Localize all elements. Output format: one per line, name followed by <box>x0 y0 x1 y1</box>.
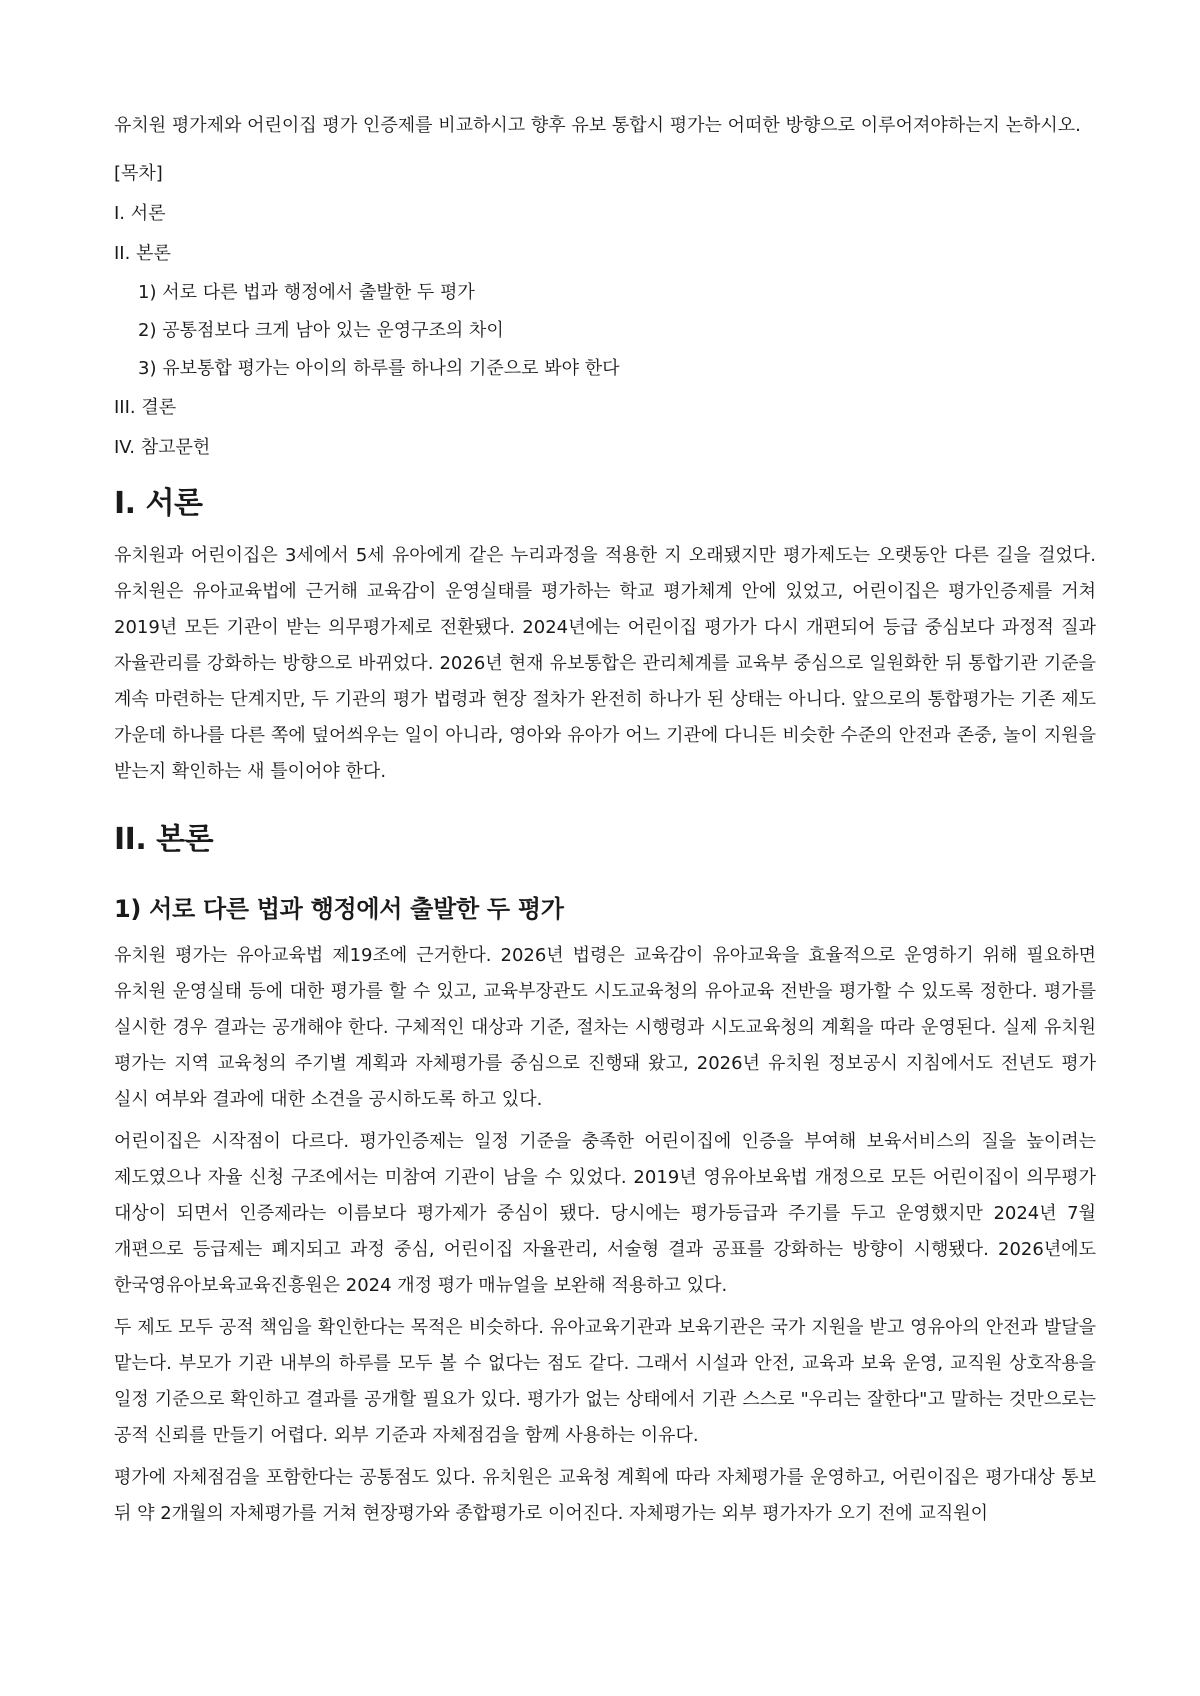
toc-item: I. 서론 <box>114 203 166 224</box>
toc-item: IV. 참고문헌 <box>114 437 211 458</box>
toc-subitem: 2) 공통점보다 크게 남아 있는 운영구조의 차이 <box>138 320 504 341</box>
essay-question: 유치원 평가제와 어린이집 평가 인증제를 비교하시고 향후 유보 통합시 평가는 어떠한 방향으로 이루어져야하는지 논하시오. <box>114 115 1081 136</box>
section-title-intro: I. 서론 <box>114 486 203 521</box>
subsection-title-1: 1) 서로 다른 법과 행정에서 출발한 두 평가 <box>114 895 564 923</box>
toc-heading: [목차] <box>114 163 163 184</box>
toc-subitem: 1) 서로 다른 법과 행정에서 출발한 두 평가 <box>138 282 475 303</box>
toc-subitem: 3) 유보통합 평가는 아이의 하루를 하나의 기준으로 봐야 한다 <box>138 358 620 379</box>
toc-item: II. 본론 <box>114 243 171 264</box>
toc-item: III. 결론 <box>114 397 177 418</box>
body-paragraph: 평가에 자체점검을 포함한다는 공통점도 있다. 유치원은 교육청 계획에 따라 자체평가를 운영하고, 어린이집은 평가대상 통보 뒤 약 2개월의 자체평가를 거쳐 현장평가와 종합평가로 이어진다. 자체평가는 외부 평가자가 오기 전에 교직원이 <box>114 1467 1096 1524</box>
table-of-contents <box>114 154 1096 468</box>
body-paragraph: 어린이집은 시작점이 다르다. 평가인증제는 일정 기준을 충족한 어린이집에 인증을 부여해 보육서비스의 질을 높이려는 제도였으나 자율 신청 구조에서는 미참여 기관이 남을 수 있었다. 2019년 영유아보육법 개정으로 모든 어린이집이 의무평가 대상이 되면서 인증제라는 이름보다 평가제가 중심이 됐다. 당시에는 평가등급과 주기를 두고 운영했지만 2024년 7월 개편으로 등급제는 폐지되고 과정 중심, 어린이집 자율관리, 서술형 결과 공표를 강화하는 방향이 시행됐다. 2026년에도 한국영유아보육교육진흥원은 2024 개정 평가 매뉴얼을 보완해 적용하고 있다. <box>114 1131 1096 1296</box>
section-title-body: II. 본론 <box>114 822 214 857</box>
intro-paragraph: 유치원과 어린이집은 3세에서 5세 유아에게 같은 누리과정을 적용한 지 오래됐지만 평가제도는 오랫동안 다른 길을 걸었다. 유치원은 유아교육법에 근거해 교육감이 운영실태를 평가하는 학교 평가체계 안에 있었고, 어린이집은 평가인증제를 거쳐 2019년 모든 기관이 받는 의무평가제로 전환됐다. 2024년에는 어린이집 평가가 다시 개편되어 등급 중심보다 과정적 질과 자율관리를 강화하는 방향으로 바뀌었다. 2026년 현재 유보통합은 관리체계를 교육부 중심으로 일원화한 뒤 통합기관 기준을 계속 마련하는 단계지만, 두 기관의 평가 법령과 현장 절차가 완전히 하나가 된 상태는 아니다. 앞으로의 통합평가는 기존 제도 가운데 하나를 다른 쪽에 덮어씌우는 일이 아니라, 영아와 유아가 어느 기관에 다니든 비슷한 수준의 안전과 존중, 놀이 지원을 받는지 확인하는 새 틀이어야 한다. <box>114 545 1096 782</box>
body-paragraph: 두 제도 모두 공적 책임을 확인한다는 목적은 비슷하다. 유아교육기관과 보육기관은 국가 지원을 받고 영유아의 안전과 발달을 맡는다. 부모가 기관 내부의 하루를 모두 볼 수 없다는 점도 같다. 그래서 시설과 안전, 교육과 보육 운영, 교직원 상호작용을 일정 기준으로 확인하고 결과를 공개할 필요가 있다. 평가가 없는 상태에서 기관 스스로 "우리는 잘한다"고 말하는 것만으로는 공적 신뢰를 만들기 어렵다. 외부 기준과 자체점검을 함께 사용하는 이유다. <box>114 1317 1096 1446</box>
body-paragraph: 유치원 평가는 유아교육법 제19조에 근거한다. 2026년 법령은 교육감이 유아교육을 효율적으로 운영하기 위해 필요하면 유치원 운영실태 등에 대한 평가를 할 수 있고, 교육부장관도 시도교육청의 유아교육 전반을 평가할 수 있도록 정한다. 평가를 실시한 경우 결과는 공개해야 한다. 구체적인 대상과 기준, 절차는 시행령과 시도교육청의 계획을 따라 운영된다. 실제 유치원 평가는 지역 교육청의 주기별 계획과 자체평가를 중심으로 진행돼 왔고, 2026년 유치원 정보공시 지침에서도 전년도 평가 실시 여부와 결과에 대한 소견을 공시하도록 하고 있다. <box>114 945 1096 1110</box>
